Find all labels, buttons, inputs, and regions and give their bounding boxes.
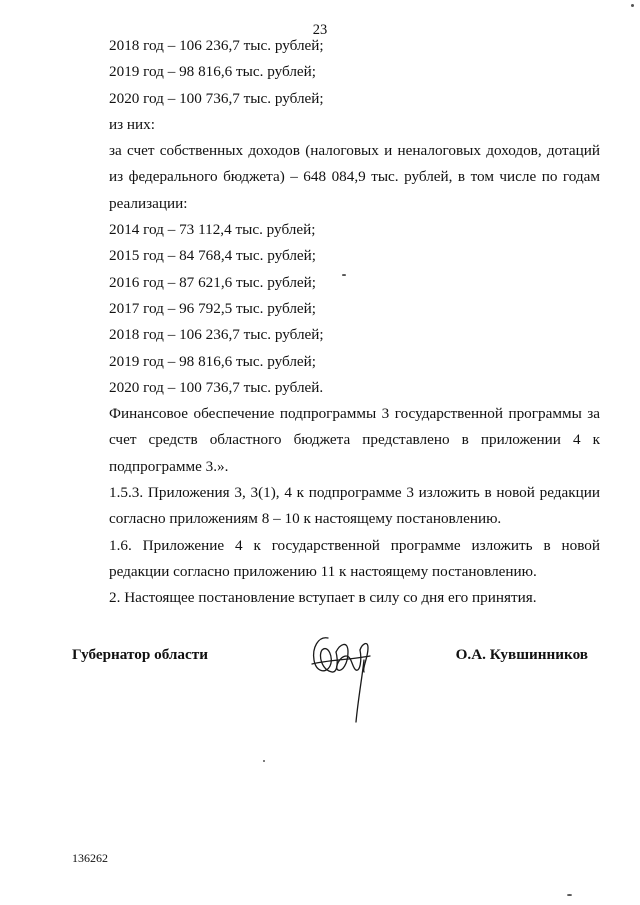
- own-income-line-2014: 2014 год – 73 112,4 тыс. рублей;: [109, 221, 316, 239]
- own-income-line-2017: 2017 год – 96 792,5 тыс. рублей;: [109, 299, 317, 317]
- own-income-paragraph: за счет собственных доходов (налоговых и неналоговых доходов, дотаций из федерального бюджета) – 648 084,9 тыс. рублей, в том числе по годам реализации:: [109, 142, 600, 212]
- own-income-line-2019: 2019 год – 98 816,6 тыс. рублей;: [109, 352, 317, 370]
- of-them-line: из них:: [109, 115, 155, 133]
- item-2-paragraph: 2. Настоящее постановление вступает в силу со дня его принятия.: [109, 589, 537, 607]
- scan-speck-lower: [263, 760, 265, 762]
- item-1-5-3-paragraph: 1.5.3. Приложения 3, 3(1), 4 к подпрограмме 3 изложить в новой редакции согласно приложениям 8 – 10 к настоящему постановлению.: [109, 484, 600, 528]
- own-income-line-2015: 2015 год – 84 768,4 тыс. рублей;: [109, 247, 317, 265]
- financing-paragraph: Финансовое обеспечение подпрограммы 3 государственной программы за счет средств областного бюджета представлено в приложении 4 к подпрограмме 3.».: [109, 405, 600, 475]
- own-income-line-2016: 2016 год – 87 621,6 тыс. рублей;: [109, 273, 317, 291]
- document-body: [72, 33, 600, 612]
- scan-speck-bottom-right: [567, 894, 572, 896]
- scan-speck-mid: [342, 274, 346, 276]
- page-number: 23: [312, 22, 328, 38]
- item-1-6-paragraph: 1.6. Приложение 4 к государственной программе изложить в новой редакции согласно приложению 11 к настоящему постановлению.: [109, 536, 600, 580]
- funding-line-2018: 2018 год – 106 236,7 тыс. рублей;: [109, 37, 324, 54]
- signatory-name: О.А. Кувшинников: [455, 646, 588, 663]
- handwritten-signature: [308, 630, 378, 730]
- own-income-line-2018: 2018 год – 106 236,7 тыс. рублей;: [109, 326, 324, 344]
- scan-speck-top-right: [631, 4, 634, 7]
- funding-line-2019: 2019 год – 98 816,6 тыс. рублей;: [109, 63, 317, 81]
- document-number: 136262: [72, 851, 108, 865]
- signatory-title: Губернатор области: [72, 646, 208, 663]
- own-income-line-2020: 2020 год – 100 736,7 тыс. рублей.: [109, 378, 324, 396]
- funding-line-2020: 2020 год – 100 736,7 тыс. рублей;: [109, 89, 324, 107]
